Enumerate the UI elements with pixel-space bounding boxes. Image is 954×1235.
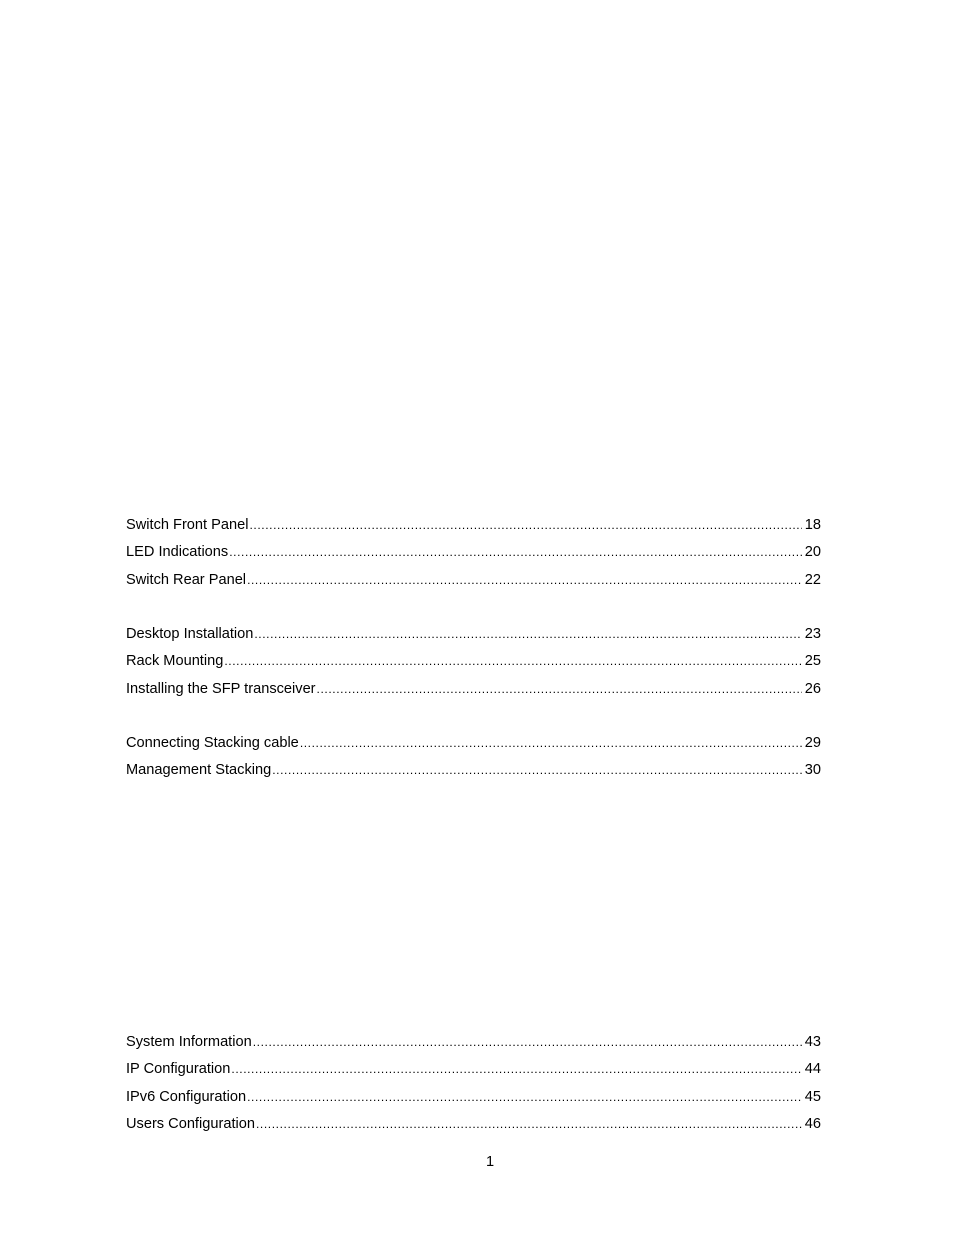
toc-entry-page: 29 [804, 735, 821, 751]
toc-entry-title: System Information [126, 1034, 252, 1050]
toc-entry-title: Rack Mounting [126, 653, 224, 670]
toc-dot-leader [256, 1116, 802, 1133]
toc-dot-leader [317, 681, 802, 698]
toc-entry-title: Switch Rear Panel [126, 571, 247, 588]
toc-entry-page: 45 [804, 1088, 821, 1105]
toc-dot-leader [249, 517, 801, 534]
toc-entry-page: 20 [804, 544, 821, 561]
toc-entry-page: 18 [804, 517, 821, 533]
toc-group-hardware [126, 517, 821, 599]
toc-dot-leader [224, 653, 801, 670]
toc-entry-page: 43 [804, 1034, 821, 1050]
toc-entry-title: Desktop Installation [126, 626, 254, 642]
toc-group-stacking [126, 735, 821, 790]
toc-entry-title: IP Configuration [126, 1061, 231, 1078]
toc-entry-title: Users Configuration [126, 1116, 255, 1133]
toc-entry[interactable] [126, 1034, 821, 1061]
toc-group-configuration [126, 1034, 821, 1144]
toc-entry[interactable] [126, 572, 821, 599]
toc-entry-page: 23 [804, 626, 821, 642]
toc-dot-leader [272, 762, 802, 779]
toc-entry-title: IPv6 Configuration [126, 1088, 247, 1105]
toc-dot-leader [300, 735, 802, 752]
toc-entry[interactable] [126, 1089, 821, 1116]
toc-dot-leader [229, 544, 802, 561]
toc-entry[interactable] [126, 517, 821, 544]
toc-dot-leader [231, 1061, 801, 1078]
toc-entry[interactable] [126, 653, 821, 680]
toc-entry[interactable] [126, 1116, 821, 1143]
toc-entry-page: 46 [804, 1116, 821, 1133]
toc-entry-title: Installing the SFP transceiver [126, 680, 316, 697]
page-number: 1 [485, 1154, 495, 1170]
toc-entry-title: Connecting Stacking cable [126, 735, 299, 751]
toc-entry-page: 25 [804, 653, 821, 670]
toc-dot-leader [253, 1034, 802, 1051]
toc-entry-title: LED Indications [126, 544, 229, 561]
toc-entry-page: 22 [804, 571, 821, 588]
toc-entry[interactable] [126, 544, 821, 571]
toc-dot-leader [254, 626, 801, 643]
toc-entry[interactable] [126, 735, 821, 762]
toc-group-installation [126, 626, 821, 708]
toc-entry[interactable] [126, 626, 821, 653]
toc-entry-page: 44 [804, 1061, 821, 1078]
toc-entry-page: 26 [804, 680, 821, 697]
toc-dot-leader [247, 1089, 802, 1106]
toc-entry-page: 30 [804, 762, 821, 779]
toc-entry-title: Switch Front Panel [126, 517, 249, 533]
toc-entry[interactable] [126, 681, 821, 708]
toc-entry-title: Management Stacking [126, 762, 272, 779]
toc-entry[interactable] [126, 1061, 821, 1088]
toc-entry[interactable] [126, 762, 821, 789]
toc-dot-leader [247, 572, 802, 589]
